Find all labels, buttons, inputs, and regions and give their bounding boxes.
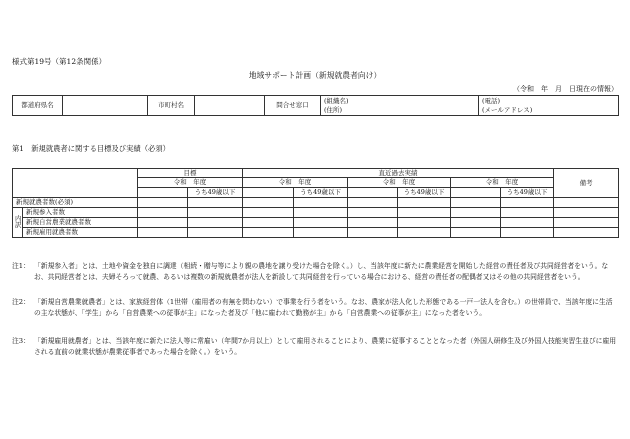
note-1-label: 注1： (12, 262, 30, 270)
table-row (13, 198, 619, 208)
data-cell[interactable] (501, 228, 554, 238)
past2-total-cell[interactable] (348, 188, 398, 198)
data-cell[interactable] (138, 198, 188, 208)
row-label: 新規自営農業就農者数 (23, 218, 138, 228)
note-1 (12, 261, 617, 283)
past-results-header: 直近過去実績 (243, 169, 554, 178)
city-field[interactable] (195, 96, 265, 116)
past1-total-cell[interactable] (243, 188, 294, 198)
note-2-label: 注2： (12, 298, 30, 306)
data-cell[interactable] (398, 228, 451, 238)
table-row (13, 218, 619, 228)
prefecture-label: 都道府県名 (13, 96, 63, 116)
row-total-label: 新規就農者数(必須) (13, 198, 138, 208)
data-cell[interactable] (348, 218, 398, 228)
breakdown-cell (13, 208, 23, 238)
as-of-date: （令和 年 月 日現在の情報） (513, 85, 618, 93)
data-cell[interactable] (451, 228, 501, 238)
note-2-text: 「新規自営農業就農者」とは、家族経営体（1世帯（雇用者の有無を問わない）で事業を行う者をいう。なお、農家が法人化した形態である一戸一法人を含む。）の世帯員で、当該年度に生活の主な状態が、「学生」から「自営農業への従事が主」になった者及び「他に雇われて勤務が主」から「自営農業への従事が主」になった者をいう。 (34, 298, 613, 317)
data-cell[interactable] (501, 198, 554, 208)
data-cell[interactable] (501, 218, 554, 228)
data-cell[interactable] (451, 208, 501, 218)
data-cell[interactable] (243, 218, 294, 228)
targets-table (12, 168, 619, 238)
past-year-2: 令和 年度 (348, 178, 451, 188)
remarks-cell[interactable] (554, 198, 619, 208)
data-cell[interactable] (398, 208, 451, 218)
data-cell[interactable] (294, 208, 348, 218)
target-under49-header: うち49歳以下 (188, 188, 243, 198)
remarks-cell[interactable] (554, 218, 619, 228)
contact-label: 問合せ窓口 (265, 96, 321, 116)
address-label: (住所) (324, 106, 343, 114)
page-title: 地域サポート計画（新規就農者向け） (248, 71, 382, 80)
past1-under49-header: うち49歳以下 (294, 188, 348, 198)
data-cell[interactable] (138, 208, 188, 218)
data-cell[interactable] (138, 228, 188, 238)
tel-mail-cell[interactable] (479, 96, 619, 116)
data-cell[interactable] (243, 208, 294, 218)
row-label: 新規雇用就農者数 (23, 228, 138, 238)
section1-title: 第1 新規就農者に関する目標及び実績（必須） (12, 144, 170, 153)
data-cell[interactable] (243, 198, 294, 208)
row-label: 新規参入者数 (23, 208, 138, 218)
form-number: 様式第19号（第12条関係） (12, 57, 107, 66)
info-table (12, 95, 619, 116)
data-cell[interactable] (451, 218, 501, 228)
past-year-3: 令和 年度 (451, 178, 554, 188)
note-2 (12, 297, 617, 319)
past-year-1: 令和 年度 (243, 178, 348, 188)
past3-under49-header: うち49歳以下 (501, 188, 554, 198)
data-cell[interactable] (294, 198, 348, 208)
tel-label: (電話) (482, 97, 501, 105)
data-cell[interactable] (348, 208, 398, 218)
data-cell[interactable] (294, 218, 348, 228)
data-cell[interactable] (138, 218, 188, 228)
note-3-label: 注3： (12, 337, 30, 345)
data-cell[interactable] (501, 208, 554, 218)
table-row (13, 208, 619, 218)
remarks-header: 備考 (554, 169, 619, 198)
table-row (13, 228, 619, 238)
prefecture-field[interactable] (63, 96, 148, 116)
corner-cell (13, 169, 138, 198)
data-cell[interactable] (294, 228, 348, 238)
data-cell[interactable] (398, 198, 451, 208)
data-cell[interactable] (243, 228, 294, 238)
city-label: 市町村名 (148, 96, 195, 116)
past3-total-cell[interactable] (451, 188, 501, 198)
target-header: 目標 (138, 169, 243, 178)
note-3-text: 「新規雇用就農者」とは、当該年度に新たに法人等に常雇い（年間7か月以上）として雇用されることにより、農業に従事することとなった者（外国人研修生及び外国人技能実習生並びに雇用される直前の就業状態が農業従事者であった場合を除く。）をいう。 (34, 337, 617, 356)
data-cell[interactable] (348, 198, 398, 208)
data-cell[interactable] (451, 198, 501, 208)
mail-label: (メールアドレス) (482, 106, 533, 114)
data-cell[interactable] (188, 208, 243, 218)
data-cell[interactable] (188, 198, 243, 208)
past2-under49-header: うち49歳以下 (398, 188, 451, 198)
remarks-cell[interactable] (554, 208, 619, 218)
remarks-cell[interactable] (554, 228, 619, 238)
data-cell[interactable] (188, 228, 243, 238)
breakdown-label: 内訳 (13, 215, 22, 229)
target-year: 令和 年度 (138, 178, 243, 188)
data-cell[interactable] (348, 228, 398, 238)
org-label: (組織名) (324, 97, 349, 105)
org-address-cell[interactable] (321, 96, 479, 116)
target-total-cell[interactable] (138, 188, 188, 198)
data-cell[interactable] (398, 218, 451, 228)
data-cell[interactable] (188, 218, 243, 228)
note-3 (12, 336, 617, 358)
note-1-text: 「新規参入者」とは、土地や資金を独自に調達（相続・贈与等により親の農地を譲り受けた場合を除く。）し、当該年度に新たに農業経営を開始した経営の責任者及び共同経営者をいう。なお、共同経営者とは、夫婦そろって就農、あるいは複数の新規就農者が法人を新設して共同経営を行っている場合における、経営の責任者の配偶者又はその他の共同経営者をいう。 (34, 262, 609, 281)
